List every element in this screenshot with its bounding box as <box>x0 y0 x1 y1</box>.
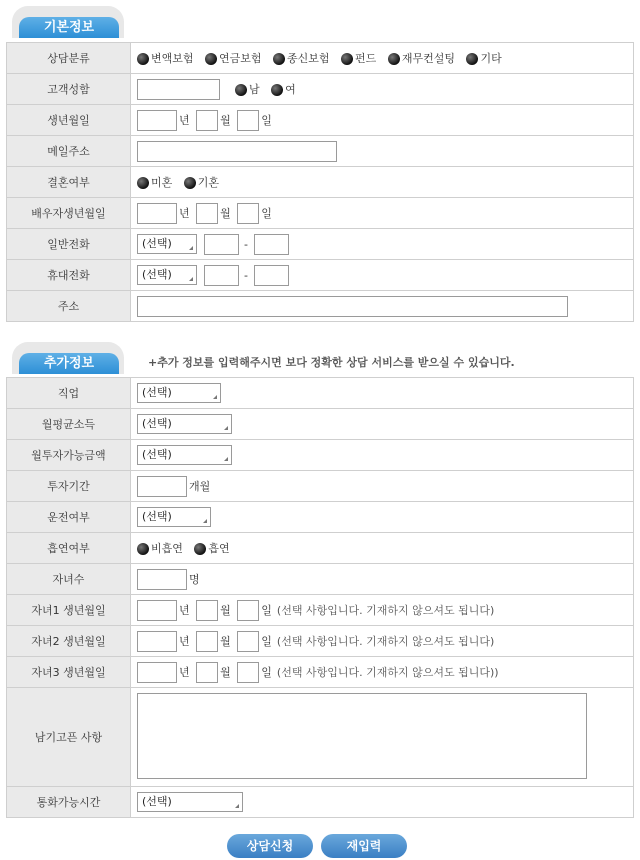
spouse-birth-label: 배우자생년월일 <box>7 198 131 229</box>
mobile-label: 휴대전화 <box>7 260 131 291</box>
child2-hint: (선택 사항입니다. 기재하지 않으셔도 됩니다) <box>276 635 495 648</box>
child1-birth-label: 자녀1 생년월일 <box>7 595 131 626</box>
extra-info-table: 직업 (선택) 월평균소득 (선택) 월투자가능금액 (선택) 투자기간 개월 운전여부 (선택) 흡연여부 비흡연 흡연 자녀수 명 자녀1 생년월일 년 월 일 (선택 사항입니다. 기재하지 않으셔도 됩니다) 자녀2 생년월일 년 월 일 (선택 사항입니다. 기재하지 않으셔도 됩니다) 자녀3 생년월일 년 월 일 (선택 사항입니다. 기재하지 않으셔도 됩니다)) 남기고픈 사항 통화가능시간 (선택) <box>6 377 634 818</box>
dropdown-arrow-icon <box>203 519 207 523</box>
address-input[interactable] <box>137 296 568 317</box>
child3-hint: (선택 사항입니다. 기재하지 않으셔도 됩니다)) <box>276 666 499 679</box>
child1-year-input[interactable] <box>137 600 177 621</box>
child3-birth-label: 자녀3 생년월일 <box>7 657 131 688</box>
spouse-birth-month-input[interactable] <box>196 203 218 224</box>
radio-other[interactable]: 기타 <box>466 50 501 66</box>
reset-button[interactable]: 재입력 <box>321 834 407 858</box>
child1-hint: (선택 사항입니다. 기재하지 않으셔도 됩니다) <box>276 604 495 617</box>
child2-day-input[interactable] <box>237 631 259 652</box>
married-label: 결혼여부 <box>7 167 131 198</box>
child1-month-input[interactable] <box>196 600 218 621</box>
mobile-last-input[interactable] <box>254 265 289 286</box>
child2-birth-label: 자녀2 생년월일 <box>7 626 131 657</box>
radio-variable-insurance[interactable]: 변액보험 <box>137 50 194 66</box>
call-time-label: 통화가능시간 <box>7 787 131 818</box>
radio-smoker[interactable]: 흡연 <box>194 540 229 556</box>
name-input[interactable] <box>137 79 220 100</box>
dropdown-arrow-icon <box>224 457 228 461</box>
memo-label: 남기고픈 사항 <box>7 688 131 787</box>
phone-middle-input[interactable] <box>204 234 239 255</box>
income-label: 월평균소득 <box>7 409 131 440</box>
consult-type-label: 상담분류 <box>7 43 131 74</box>
child2-year-input[interactable] <box>137 631 177 652</box>
job-label: 직업 <box>7 378 131 409</box>
dropdown-arrow-icon <box>189 246 193 250</box>
invest-period-input[interactable] <box>137 476 187 497</box>
smoking-label: 흡연여부 <box>7 533 131 564</box>
radio-male[interactable]: 남 <box>235 81 260 97</box>
email-label: 메일주소 <box>7 136 131 167</box>
dropdown-arrow-icon <box>213 395 217 399</box>
basic-info-title: 기본정보 <box>19 17 119 38</box>
call-time-select[interactable]: (선택) <box>137 792 243 812</box>
driving-label: 운전여부 <box>7 502 131 533</box>
invest-period-label: 투자기간 <box>7 471 131 502</box>
birth-year-input[interactable] <box>137 110 177 131</box>
submit-consult-button[interactable]: 상담신청 <box>227 834 313 858</box>
driving-select[interactable]: (선택) <box>137 507 211 527</box>
child3-day-input[interactable] <box>237 662 259 683</box>
radio-whole-life-insurance[interactable]: 종신보험 <box>273 50 330 66</box>
children-count-input[interactable] <box>137 569 187 590</box>
mobile-middle-input[interactable] <box>204 265 239 286</box>
phone-label: 일반전화 <box>7 229 131 260</box>
name-label: 고객성함 <box>7 74 131 105</box>
radio-female[interactable]: 여 <box>271 81 296 97</box>
child3-year-input[interactable] <box>137 662 177 683</box>
basic-info-table: 상담분류 변액보험 연금보험 종신보험 펀드 재무컨설팅 기타 고객성함 남 여 생년월일 년 월 일 메일주소 결혼여부 미혼 기혼 배우자생년월일 년 월 일 일반전화 (선택) - 휴대전화 (선택) - 주소 <box>6 42 634 322</box>
radio-pension-insurance[interactable]: 연금보험 <box>205 50 262 66</box>
birth-day-input[interactable] <box>237 110 259 131</box>
child2-month-input[interactable] <box>196 631 218 652</box>
income-select[interactable]: (선택) <box>137 414 232 434</box>
memo-textarea[interactable] <box>137 693 587 779</box>
child3-month-input[interactable] <box>196 662 218 683</box>
consult-type-options <box>131 43 634 74</box>
phone-last-input[interactable] <box>254 234 289 255</box>
child1-day-input[interactable] <box>237 600 259 621</box>
spouse-birth-year-input[interactable] <box>137 203 177 224</box>
invest-amount-select[interactable]: (선택) <box>137 445 232 465</box>
extra-info-title: 추가정보 <box>19 353 119 374</box>
dropdown-arrow-icon <box>224 426 228 430</box>
dropdown-arrow-icon <box>189 277 193 281</box>
radio-married[interactable]: 기혼 <box>184 174 219 190</box>
radio-single[interactable]: 미혼 <box>137 174 172 190</box>
extra-info-note: +추가 정보를 입력해주시면 보다 정확한 상담 서비스를 받으실 수 있습니다. <box>148 356 515 369</box>
children-label: 자녀수 <box>7 564 131 595</box>
birth-month-input[interactable] <box>196 110 218 131</box>
email-input[interactable] <box>137 141 337 162</box>
mobile-prefix-select[interactable]: (선택) <box>137 265 197 285</box>
radio-fund[interactable]: 펀드 <box>341 50 376 66</box>
birth-label: 생년월일 <box>7 105 131 136</box>
radio-non-smoker[interactable]: 비흡연 <box>137 540 183 556</box>
phone-area-select[interactable]: (선택) <box>137 234 197 254</box>
invest-amount-label: 월투자가능금액 <box>7 440 131 471</box>
address-label: 주소 <box>7 291 131 322</box>
job-select[interactable]: (선택) <box>137 383 221 403</box>
radio-financial-consulting[interactable]: 재무컨설팅 <box>388 50 455 66</box>
dropdown-arrow-icon <box>235 804 239 808</box>
spouse-birth-day-input[interactable] <box>237 203 259 224</box>
